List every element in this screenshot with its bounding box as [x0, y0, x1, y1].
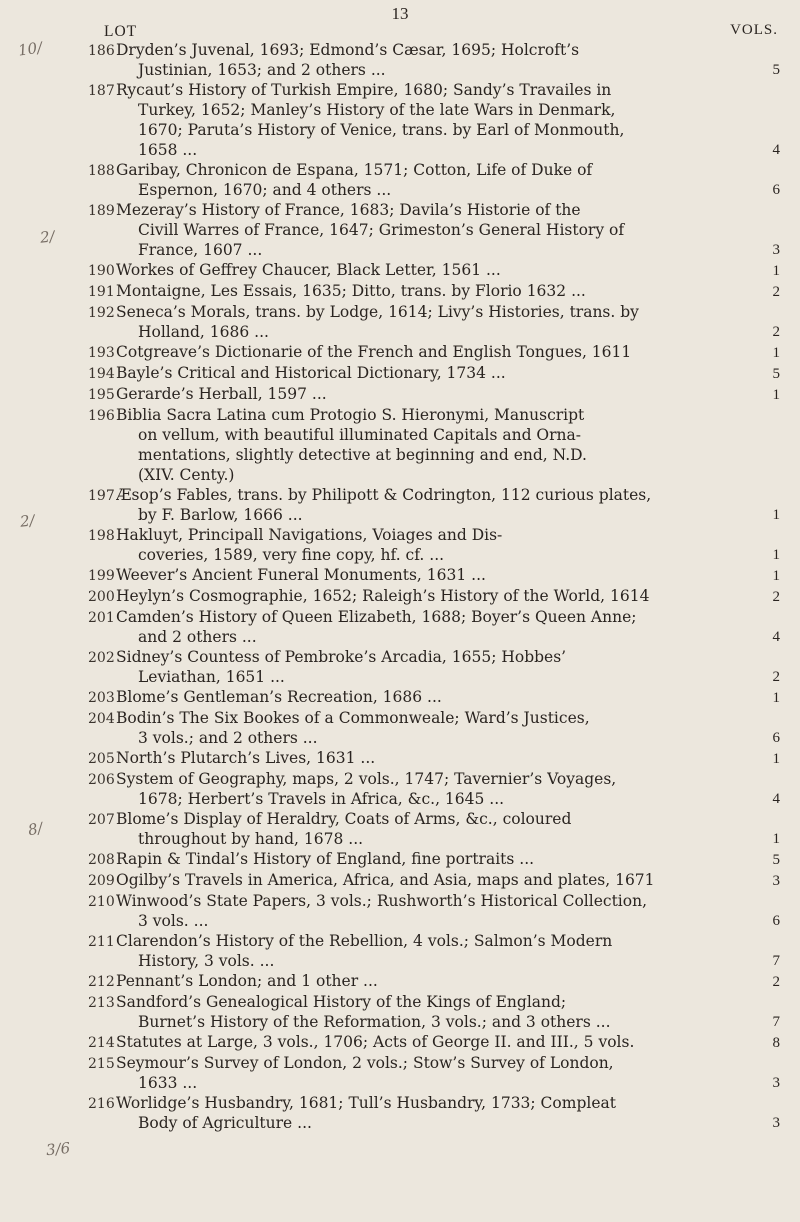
lot-entry — [88, 971, 780, 992]
lot-entry — [88, 769, 780, 809]
lot-description — [116, 748, 780, 769]
handwritten-annotation: 10/ — [16, 38, 44, 60]
lot-entry — [88, 200, 780, 260]
lot-description — [116, 302, 780, 342]
volume-count: 5 — [772, 62, 780, 78]
lot-description — [116, 565, 780, 586]
lot-description — [116, 1032, 780, 1053]
lot-column-header: LOT — [104, 23, 138, 40]
lot-description-line: Gerarde’s Herball, 1597 ... — [116, 385, 327, 403]
lot-description — [116, 342, 780, 363]
lot-description — [116, 1053, 780, 1093]
lot-description — [116, 80, 780, 160]
lot-description-line: Winwood’s State Papers, 3 vols.; Rushworth’s Historical Collection, — [116, 892, 647, 910]
lot-entry — [88, 525, 780, 565]
lot-number: 213 — [88, 995, 115, 1011]
lot-entry — [88, 260, 780, 281]
lot-number: 194 — [88, 366, 115, 382]
handwritten-annotation: 2/ — [19, 511, 36, 531]
lot-description-line: France, 1607 ... — [138, 241, 263, 259]
lot-description — [116, 384, 780, 405]
lot-description-line: Camden’s History of Queen Elizabeth, 1688; Boyer’s Queen Anne; — [116, 608, 637, 626]
lot-number: 187 — [88, 83, 115, 99]
volume-count: 4 — [772, 791, 780, 807]
volume-count: 8 — [772, 1035, 780, 1051]
lot-entry — [88, 687, 780, 708]
lot-description-line: Hakluyt, Principall Navigations, Voiages and Dis- — [116, 526, 503, 544]
lot-description-line: System of Geography, maps, 2 vols., 1747; Tavernier’s Voyages, — [116, 770, 617, 788]
lot-description-line: Workes of Geffrey Chaucer, Black Letter, 1561 ... — [116, 261, 501, 279]
lot-number: 198 — [88, 528, 115, 544]
lot-number: 186 — [88, 43, 115, 59]
volume-count: 2 — [772, 669, 780, 685]
lot-description-line: (XIV. Centy.) — [138, 466, 235, 484]
lot-number: 206 — [88, 772, 115, 788]
volume-count: 1 — [772, 831, 780, 847]
lot-description-line: Leviathan, 1651 ... — [138, 668, 285, 686]
lot-number: 208 — [88, 852, 115, 868]
lot-number: 191 — [88, 284, 115, 300]
lot-description — [116, 281, 780, 302]
lot-description-line: Civill Warres of France, 1647; Grimeston’s General History of — [138, 221, 625, 239]
volume-count: 6 — [772, 182, 780, 198]
volume-count: 3 — [772, 1075, 780, 1091]
lot-description — [116, 647, 780, 687]
lot-description — [116, 769, 780, 809]
lot-entry — [88, 708, 780, 748]
lot-description — [116, 485, 780, 525]
lot-description-line: Biblia Sacra Latina cum Protogio S. Hieronymi, Manuscript — [116, 406, 585, 424]
lot-description — [116, 586, 780, 607]
lot-number: 207 — [88, 812, 115, 828]
volume-count: 1 — [772, 263, 780, 279]
volume-count: 2 — [772, 284, 780, 300]
lot-entry — [88, 363, 780, 384]
lot-description — [116, 687, 780, 708]
volume-count: 4 — [772, 629, 780, 645]
lot-entry — [88, 647, 780, 687]
lot-number: 209 — [88, 873, 115, 889]
lot-number: 188 — [88, 163, 115, 179]
lot-description-line: Montaigne, Les Essais, 1635; Ditto, trans. by Florio 1632 ... — [116, 282, 586, 300]
lot-description-line: Pennant’s London; and 1 other ... — [116, 972, 378, 990]
lot-number: 192 — [88, 305, 115, 321]
lot-number: 193 — [88, 345, 115, 361]
volume-count: 7 — [772, 953, 780, 969]
lot-number: 215 — [88, 1056, 115, 1072]
lot-entry — [88, 992, 780, 1032]
lot-description-line: Turkey, 1652; Manley’s History of the late Wars in Denmark, — [138, 101, 616, 119]
volume-count: 5 — [772, 366, 780, 382]
lot-entry — [88, 565, 780, 586]
lot-number: 201 — [88, 610, 115, 626]
lot-description-line: Blome’s Gentleman’s Recreation, 1686 ... — [116, 688, 442, 706]
lot-description — [116, 260, 780, 281]
lot-description-line: Æsop’s Fables, trans. by Philipott & Codrington, 112 curious plates, — [116, 486, 652, 504]
lot-description-line: mentations, slightly detective at beginning and end, N.D. — [138, 446, 587, 464]
lot-description-line: by F. Barlow, 1666 ... — [138, 506, 303, 524]
volume-count: 1 — [772, 690, 780, 706]
lot-description-line: Bayle’s Critical and Historical Dictionary, 1734 ... — [116, 364, 506, 382]
lot-description — [116, 891, 780, 931]
lot-entry — [88, 342, 780, 363]
lot-number: 199 — [88, 568, 115, 584]
lot-description-line: 3 vols. ... — [138, 912, 209, 930]
lot-description-line: North’s Plutarch’s Lives, 1631 ... — [116, 749, 376, 767]
lot-description-line: Seneca’s Morals, trans. by Lodge, 1614; Livy’s Histories, trans. by — [116, 303, 639, 321]
volume-count: 5 — [772, 852, 780, 868]
lot-description — [116, 525, 780, 565]
lot-entry — [88, 1053, 780, 1093]
lot-description-line: Burnet’s History of the Reformation, 3 vols.; and 3 others ... — [138, 1013, 611, 1031]
lot-description-line: Dryden’s Juvenal, 1693; Edmond’s Cæsar, 1695; Holcroft’s — [116, 41, 580, 59]
lot-description-line: Statutes at Large, 3 vols., 1706; Acts of George II. and III., 5 vols. — [116, 1033, 635, 1051]
lot-entry — [88, 302, 780, 342]
lot-description-line: Heylyn’s Cosmographie, 1652; Raleigh’s History of the World, 1614 — [116, 587, 650, 605]
lot-description-line: Ogilby’s Travels in America, Africa, and Asia, maps and plates, 1671 — [116, 871, 655, 889]
volume-count: 2 — [772, 324, 780, 340]
page-number: 13 — [391, 4, 409, 23]
lot-entry — [88, 405, 780, 485]
lot-description-line: 3 vols.; and 2 others ... — [138, 729, 318, 747]
lot-entry — [88, 1032, 780, 1053]
handwritten-annotation: 8/ — [26, 818, 45, 840]
lot-description-line: 1670; Paruta’s History of Venice, trans. by Earl of Monmouth, — [138, 121, 625, 139]
lot-entry — [88, 586, 780, 607]
lot-description-line: Worlidge’s Husbandry, 1681; Tull’s Husbandry, 1733; Compleat — [116, 1094, 616, 1112]
lot-entry — [88, 891, 780, 931]
lot-description — [116, 708, 780, 748]
lot-number: 210 — [88, 894, 115, 910]
lot-description-line: Clarendon’s History of the Rebellion, 4 vols.; Salmon’s Modern — [116, 932, 613, 950]
lot-number: 195 — [88, 387, 115, 403]
volume-count: 3 — [772, 242, 780, 258]
lot-description — [116, 931, 780, 971]
volume-count: 3 — [772, 1115, 780, 1131]
lot-description-line: 1633 ... — [138, 1074, 198, 1092]
lot-description-line: Bodin’s The Six Bookes of a Commonweale; Ward’s Justices, — [116, 709, 590, 727]
volume-count: 3 — [772, 873, 780, 889]
lot-number: 212 — [88, 974, 115, 990]
volume-count: 1 — [772, 345, 780, 361]
lot-number: 200 — [88, 589, 115, 605]
lot-description-line: Body of Agriculture ... — [138, 1114, 312, 1132]
lot-entry — [88, 607, 780, 647]
lot-number: 196 — [88, 408, 115, 424]
handwritten-annotation: 2/ — [39, 227, 56, 247]
lot-description — [116, 992, 780, 1032]
lot-description — [116, 160, 780, 200]
lot-entry — [88, 809, 780, 849]
lot-entry — [88, 281, 780, 302]
lot-description-line: Rycaut’s History of Turkish Empire, 1680; Sandy’s Travailes in — [116, 81, 612, 99]
lot-number: 205 — [88, 751, 115, 767]
lot-description-line: Sidney’s Countess of Pembroke’s Arcadia, 1655; Hobbes’ — [116, 648, 567, 666]
lot-description — [116, 607, 780, 647]
vols-column-header: VOLS. — [730, 22, 778, 38]
volume-count: 4 — [772, 142, 780, 158]
lot-description-line: Seymour’s Survey of London, 2 vols.; Stow’s Survey of London, — [116, 1054, 614, 1072]
lot-description — [116, 971, 780, 992]
lot-description-line: and 2 others ... — [138, 628, 257, 646]
volume-count: 6 — [772, 730, 780, 746]
lot-entry — [88, 485, 780, 525]
lot-list — [88, 40, 780, 1133]
lot-description-line: Weever’s Ancient Funeral Monuments, 1631 ... — [116, 566, 486, 584]
lot-description-line: 1658 ... — [138, 141, 198, 159]
lot-description — [116, 363, 780, 384]
volume-count: 1 — [772, 751, 780, 767]
lot-entry — [88, 870, 780, 891]
lot-number: 190 — [88, 263, 115, 279]
lot-description-line: Mezeray’s History of France, 1683; Davila’s Historie of the — [116, 201, 581, 219]
lot-description-line: History, 3 vols. ... — [138, 952, 275, 970]
lot-entry — [88, 931, 780, 971]
lot-entry — [88, 748, 780, 769]
volume-count: 1 — [772, 507, 780, 523]
lot-number: 214 — [88, 1035, 115, 1051]
lot-number: 204 — [88, 711, 115, 727]
lot-description-line: Justinian, 1653; and 2 others ... — [138, 61, 386, 79]
volume-count: 6 — [772, 913, 780, 929]
lot-description — [116, 200, 780, 260]
lot-entry — [88, 384, 780, 405]
volume-count: 1 — [772, 568, 780, 584]
volume-count: 2 — [772, 589, 780, 605]
lot-description-line: on vellum, with beautiful illuminated Capitals and Orna- — [138, 426, 582, 444]
lot-number: 189 — [88, 203, 115, 219]
lot-number: 203 — [88, 690, 115, 706]
lot-description — [116, 405, 780, 485]
lot-entry — [88, 80, 780, 160]
lot-number: 202 — [88, 650, 115, 666]
volume-count: 7 — [772, 1014, 780, 1030]
lot-description — [116, 809, 780, 849]
lot-description-line: coveries, 1589, very fine copy, hf. cf. ... — [138, 546, 445, 564]
lot-description-line: Espernon, 1670; and 4 others ... — [138, 181, 392, 199]
handwritten-annotation: 3/6 — [45, 1138, 72, 1160]
lot-description-line: Rapin & Tindal’s History of England, fine portraits ... — [116, 850, 535, 868]
lot-description-line: throughout by hand, 1678 ... — [138, 830, 364, 848]
lot-description-line: Garibay, Chronicon de Espana, 1571; Cotton, Life of Duke of — [116, 161, 593, 179]
lot-number: 197 — [88, 488, 115, 504]
lot-description-line: Holland, 1686 ... — [138, 323, 269, 341]
lot-description — [116, 870, 780, 891]
lot-entry — [88, 160, 780, 200]
lot-description-line: Sandford’s Genealogical History of the Kings of England; — [116, 993, 567, 1011]
lot-description — [116, 1093, 780, 1133]
lot-number: 216 — [88, 1096, 115, 1112]
lot-description-line: 1678; Herbert’s Travels in Africa, &c., 1645 ... — [138, 790, 505, 808]
volume-count: 1 — [772, 547, 780, 563]
volume-count: 1 — [772, 387, 780, 403]
lot-entry — [88, 40, 780, 80]
lot-entry — [88, 849, 780, 870]
lot-number: 211 — [88, 934, 115, 950]
volume-count: 2 — [772, 974, 780, 990]
lot-description-line: Cotgreave’s Dictionarie of the French and English Tongues, 1611 — [116, 343, 632, 361]
lot-description-line: Blome’s Display of Heraldry, Coats of Arms, &c., coloured — [116, 810, 572, 828]
lot-entry — [88, 1093, 780, 1133]
lot-description — [116, 849, 780, 870]
lot-description — [116, 40, 780, 80]
